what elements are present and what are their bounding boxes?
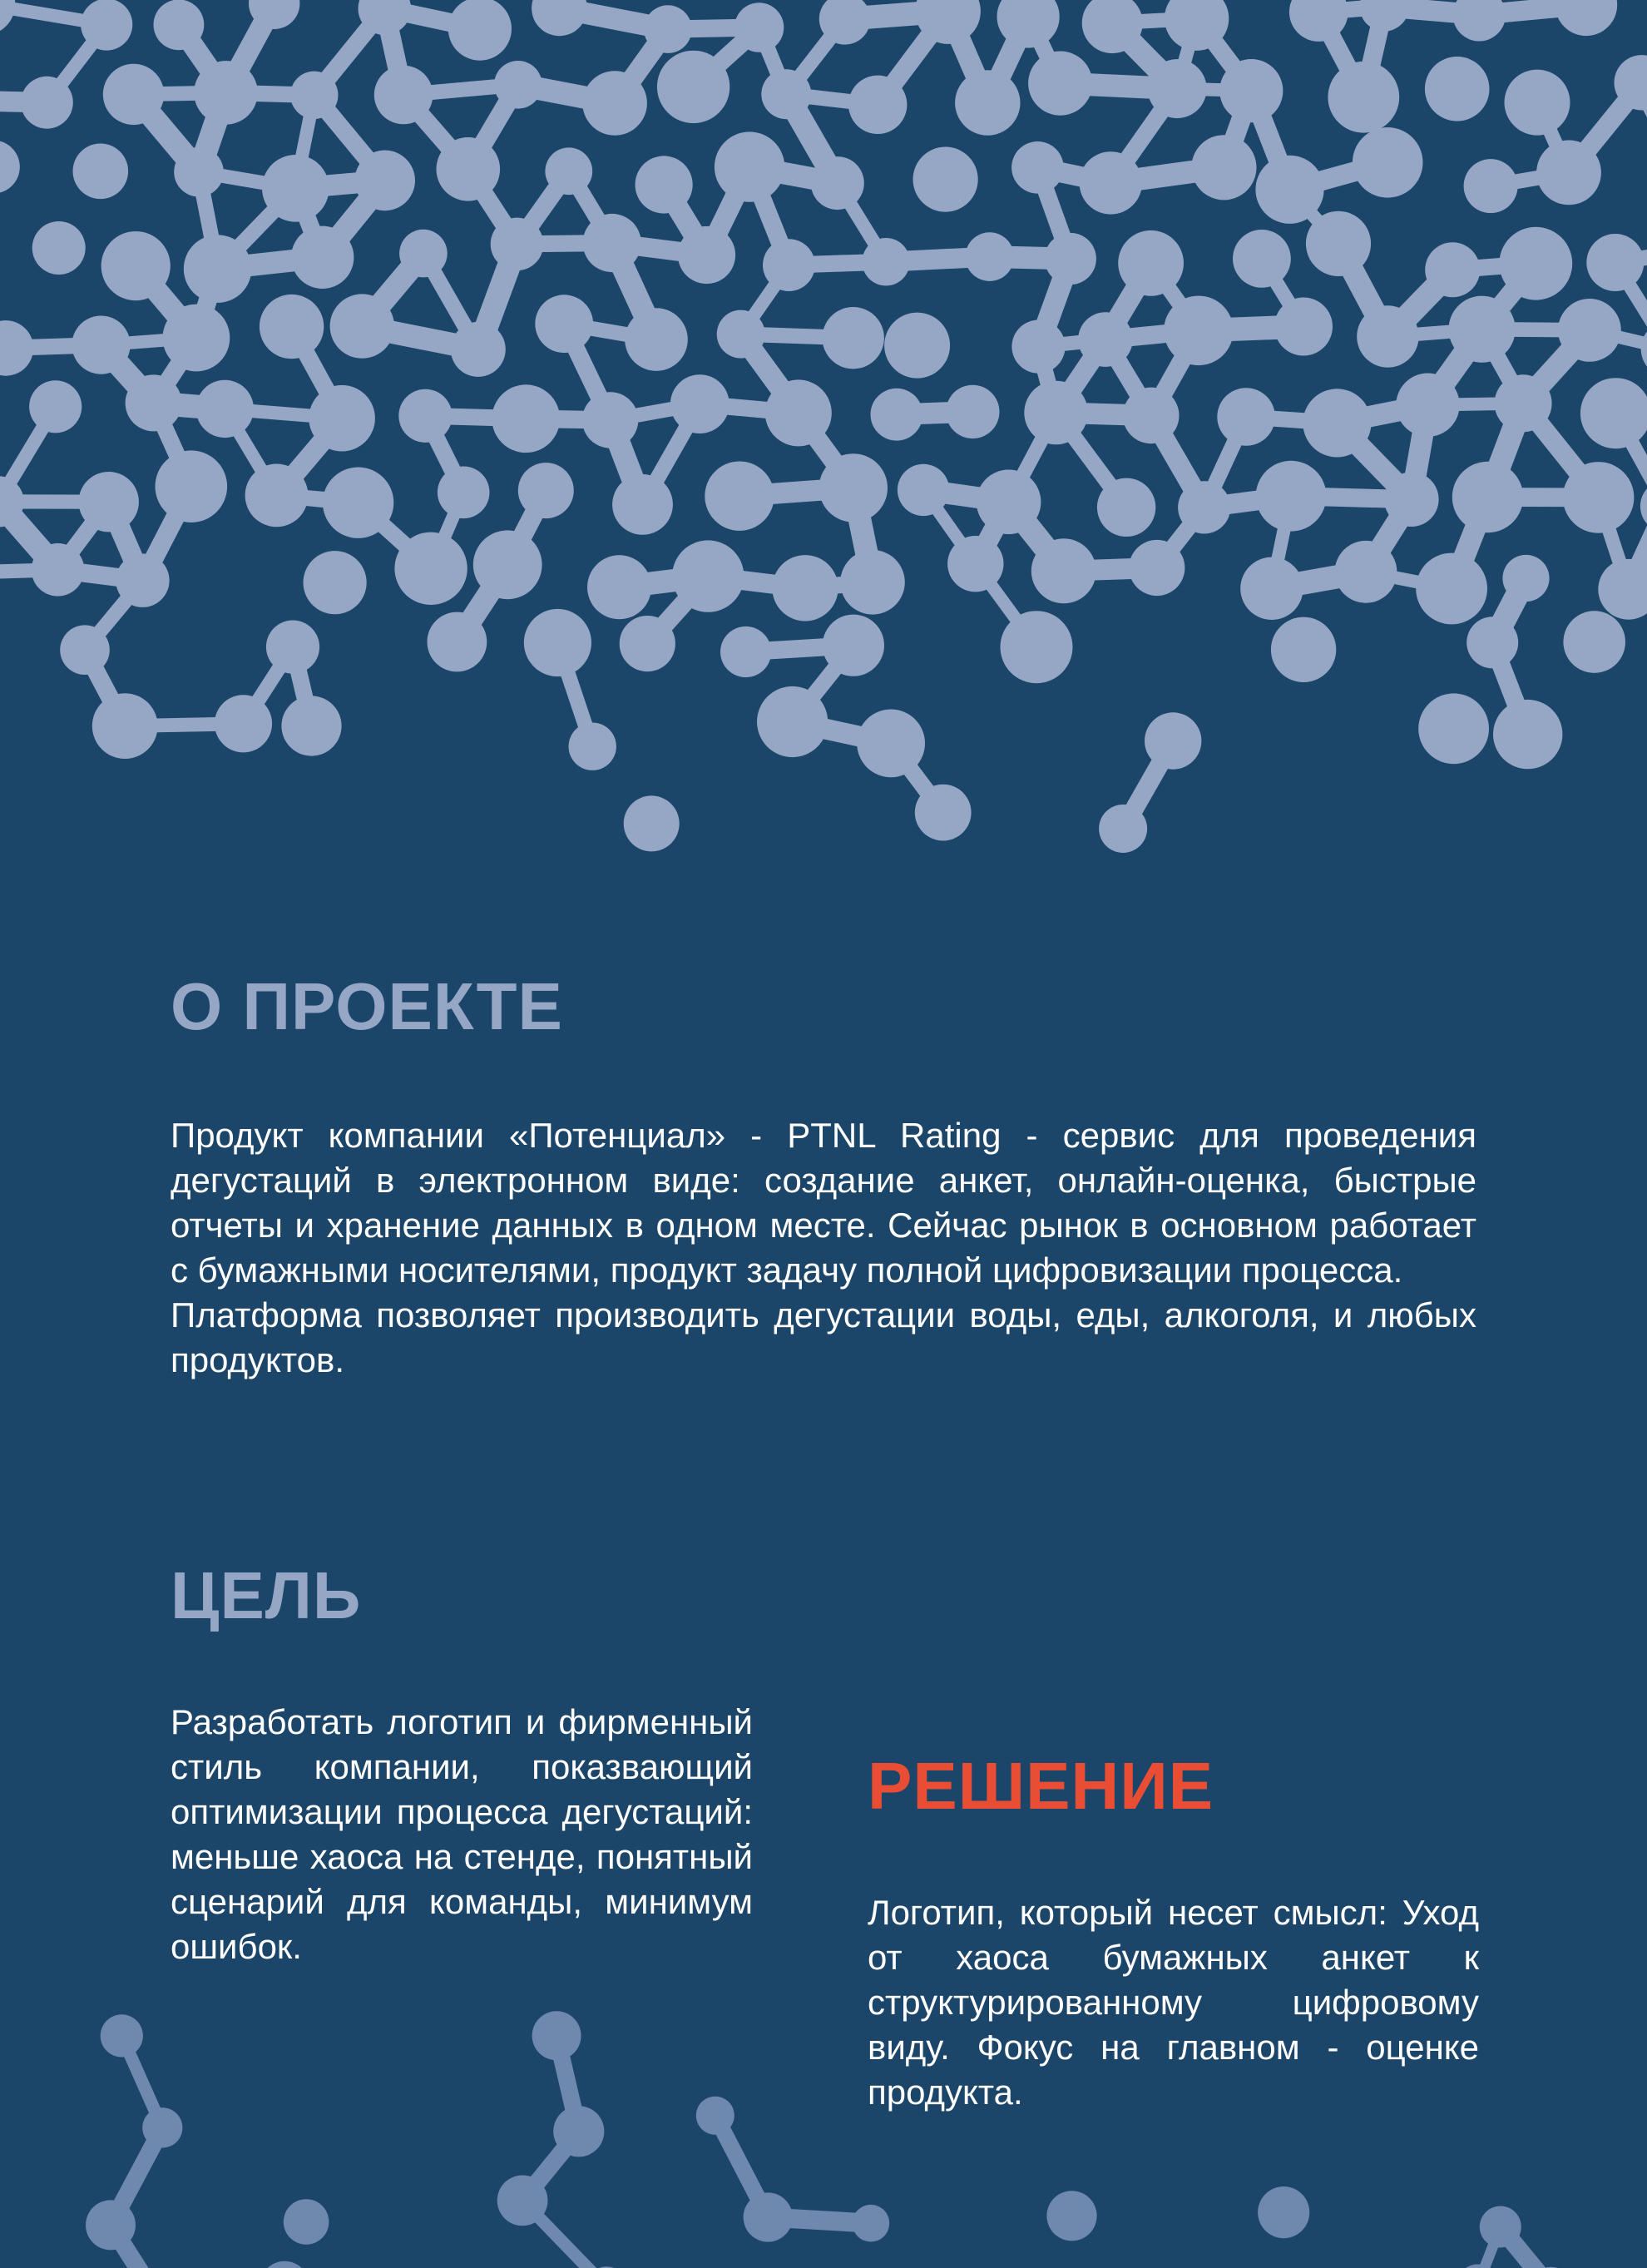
about-paragraph: Платформа позволяет производить дегустации воды, еды, алкоголя, и любых продуктов.: [171, 1295, 1476, 1379]
solution-text: [868, 1890, 1479, 2115]
solution-title: РЕШЕНИЕ: [868, 1749, 1214, 1823]
about-paragraph: Продукт компании «Потенциал» - PTNL Rating - сервис для проведения дегустаций в электронном виде: создание анкет, онлайн-оценка, быстрые отчеты и хранение данных в одном месте. Сейчас рынок в основном работает с бумажными носителями, продукт задачу полной цифровизации процесса.: [171, 1116, 1476, 1290]
goal-text: [171, 1700, 753, 1969]
top-molecule-pattern: [0, 0, 1647, 853]
goal-paragraph: Разработать логотип и фирменный стиль компании, показвающий оптимизации процесса дегустаций: меньше хаоса на стенде, понятный сценарий для команды, минимум ошибок.: [171, 1702, 753, 1966]
about-title: О ПРОЕКТЕ: [171, 969, 563, 1043]
solution-paragraph: Логотип, который несет смысл: Уход от хаоса бумажных анкет к структурированному цифровому виду. Фокус на главном - оценке продукта.: [868, 1893, 1479, 2112]
about-text: [171, 1113, 1476, 1383]
goal-title: ЦЕЛЬ: [171, 1558, 362, 1632]
